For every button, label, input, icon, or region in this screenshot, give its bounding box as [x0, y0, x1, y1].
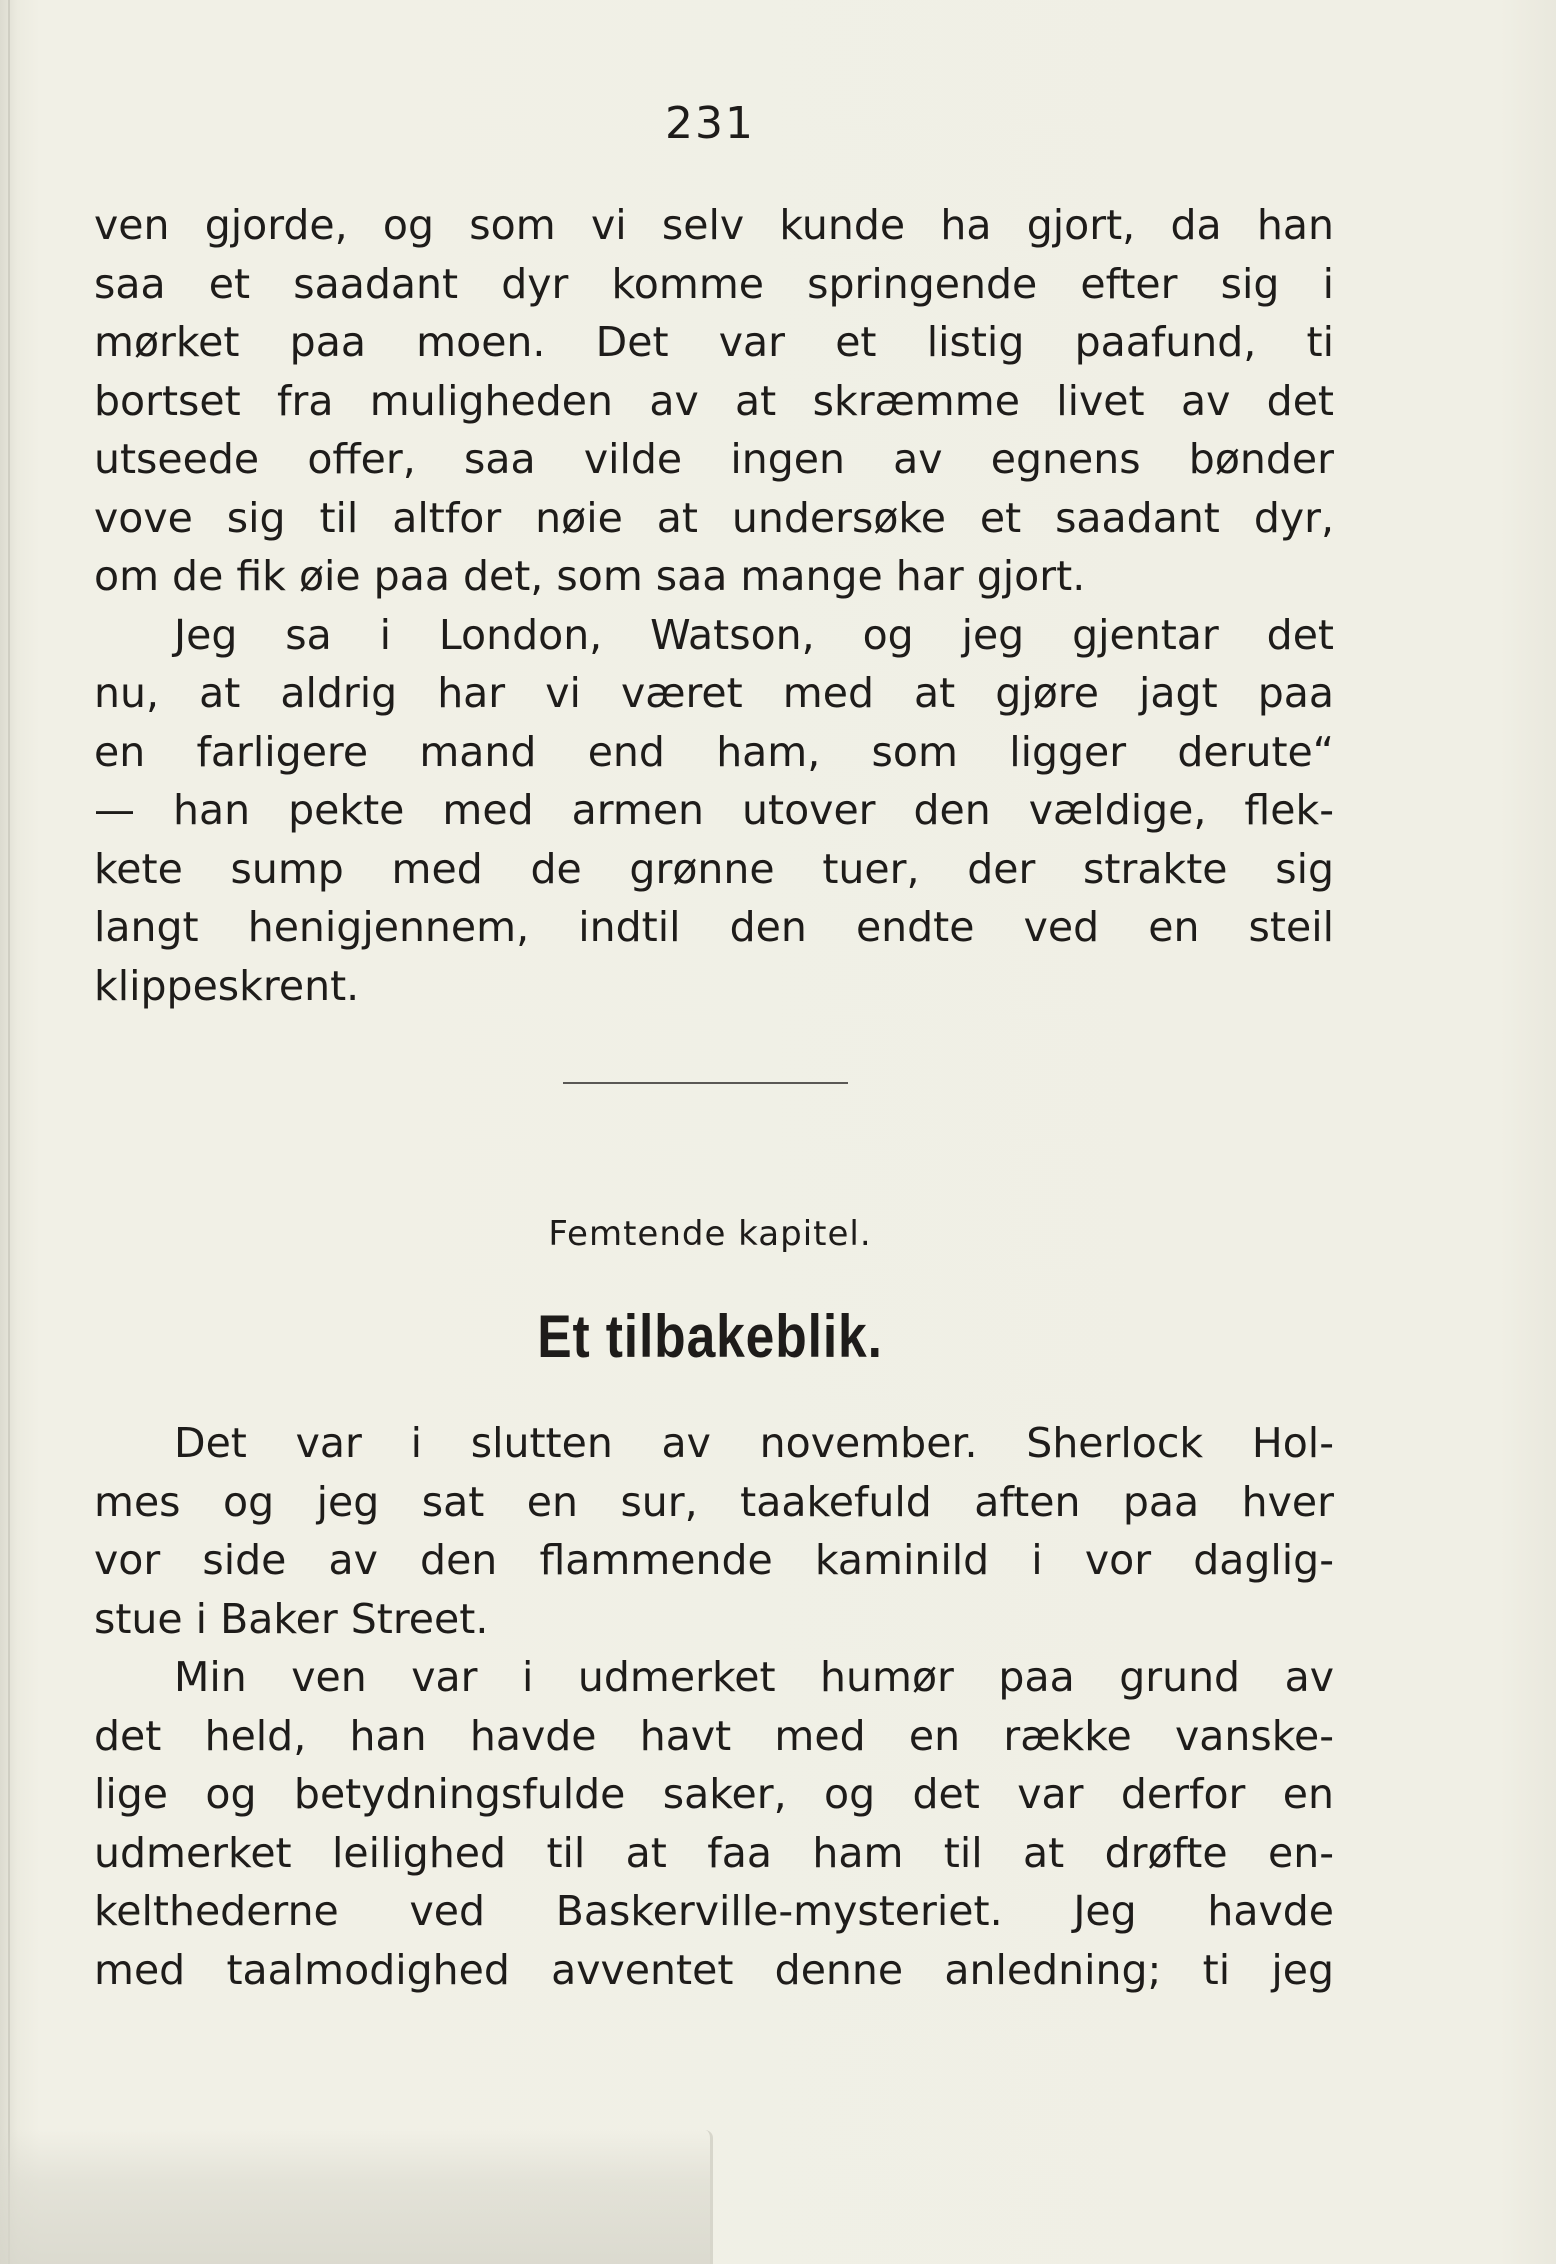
text-line: kete sump med de grønne tuer, der strakte sig [94, 844, 1334, 893]
text-line: Jeg sa i London, Watson, og jeg gjentar det [174, 610, 1334, 659]
text-line: Min ven var i udmerket humør paa grund av [174, 1653, 1334, 1701]
text-line: udmerket leilighed til at faa ham til at drøfte en- [94, 1828, 1334, 1877]
text-line: Det var i slutten av november. Sherlock Hol- [174, 1419, 1334, 1467]
text-line: en farligere mand end ham, som ligger derute“ [94, 727, 1334, 776]
text-block-top [94, 196, 1334, 1015]
text-line: kelthederne ved Baskerville-mysteriet. Jeg havde [94, 1887, 1334, 1935]
page-fold-shadow [0, 2130, 713, 2264]
text-line: det held, han havde havt med en række vanske- [94, 1711, 1334, 1760]
text-block-bottom [94, 1414, 1334, 1999]
text-line: med taalmodighed avventet denne anledning; ti jeg [94, 1945, 1334, 1994]
text-line: lige og betydningsfulde saker, og det var derfor en [94, 1770, 1334, 1818]
text-line: om de fik øie paa det, som saa mange har gjort. [94, 552, 1086, 600]
spine-edge [8, 0, 10, 2264]
page-number: 231 [665, 98, 755, 149]
section-divider [563, 1082, 848, 1084]
text-line: — han pekte med armen utover den vældige, flek- [94, 786, 1334, 834]
text-line: mørket paa moen. Det var et listig paafund, ti [94, 318, 1334, 366]
text-line: vor side av den flammende kaminild i vor daglig- [94, 1536, 1334, 1584]
text-line: klippeskrent. [94, 961, 360, 1010]
text-line: saa et saadant dyr komme springende efter sig i [94, 259, 1334, 308]
text-line: ven gjorde, og som vi selv kunde ha gjort, da han [94, 201, 1334, 249]
chapter-label: Femtende kapitel. [548, 1214, 872, 1254]
text-line: bortset fra muligheden av at skræmme livet av det [94, 376, 1334, 425]
text-line: mes og jeg sat en sur, taakefuld aften paa hver [94, 1477, 1334, 1526]
text-line: vove sig til altfor nøie at undersøke et saadant dyr, [94, 493, 1334, 542]
text-line: utseede offer, saa vilde ingen av egnens bønder [94, 435, 1334, 483]
chapter-title: Et tilbakeblik. [537, 1303, 883, 1370]
text-line: stue i Baker Street. [94, 1594, 489, 1643]
text-line: nu, at aldrig har vi været med at gjøre jagt paa [94, 669, 1334, 717]
text-line: langt henigjennem, indtil den endte ved en steil [94, 903, 1334, 951]
